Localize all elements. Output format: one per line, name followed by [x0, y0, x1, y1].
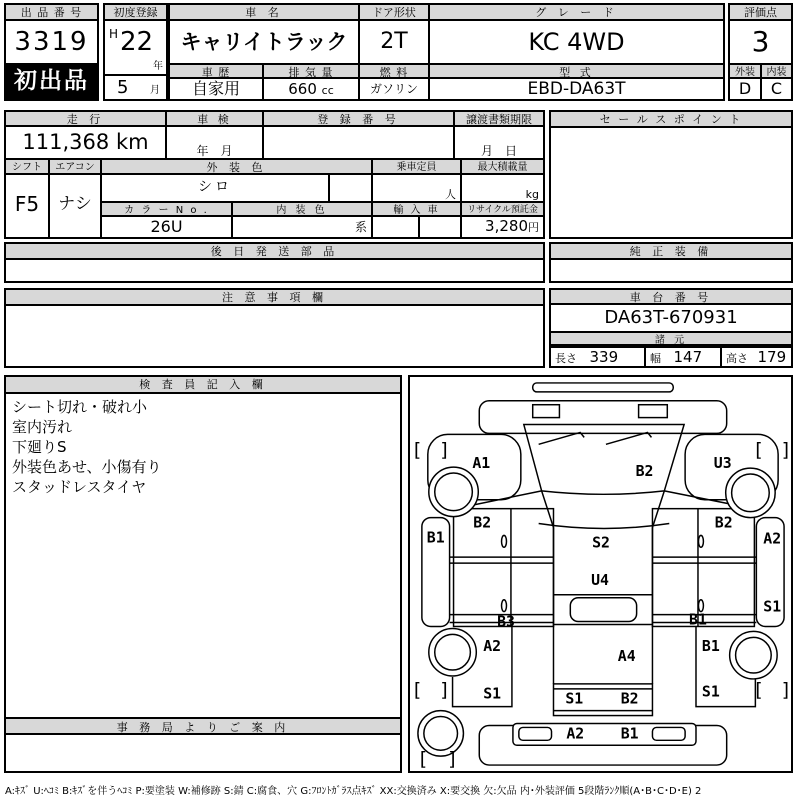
recycle-deposit-value: [460, 217, 543, 237]
damage-marker: A2: [566, 725, 585, 743]
color-number-value: 26U: [100, 217, 231, 237]
ac-value: ナシ: [48, 175, 100, 237]
length-value: 339: [589, 348, 619, 366]
right-door-handle: [698, 535, 703, 547]
corner-bracket: [: [752, 679, 765, 701]
corner-bracket: ]: [780, 679, 791, 701]
note-line: スタッドレスタイヤ: [12, 478, 147, 496]
damage-marker: A1: [472, 455, 491, 473]
width-label: 幅: [650, 352, 661, 365]
rear-right-tire: [730, 631, 778, 679]
office-header: 事 務 局 よ り ご 案 内: [6, 717, 400, 735]
corner-bracket: ]: [438, 440, 451, 462]
exterior-color-value: シロ: [100, 175, 328, 201]
corner-bracket: ]: [438, 679, 451, 701]
interior-grade-label: 内装: [760, 63, 791, 79]
corner-bracket: [: [752, 440, 765, 462]
shift-label: シフト: [6, 158, 48, 175]
first-registration-box: [103, 3, 168, 101]
inspector-box: [4, 375, 402, 773]
first-registration-label: 初度登録: [105, 5, 166, 21]
lot-number-label: 出 品 番 号: [6, 5, 97, 21]
damage-marker: S1: [763, 598, 782, 616]
damage-marker: U4: [591, 571, 609, 589]
registration-info-box: [4, 110, 545, 239]
displacement-value: [262, 79, 358, 99]
damage-marker: B2: [635, 462, 654, 480]
damage-marker: B2: [620, 690, 639, 708]
registration-number-value: [262, 127, 453, 158]
cowl-curve: [539, 524, 670, 529]
cowl-sides: [542, 491, 665, 528]
length-cell: [551, 346, 644, 366]
corner-bracket: ]: [446, 749, 459, 771]
recycle-fee: 3,280: [485, 217, 528, 235]
capacity-label: 乗車定員: [371, 158, 460, 175]
damage-marker: B1: [620, 725, 639, 743]
vehicle-main-box: [168, 3, 725, 101]
interior-color-value: 系: [231, 217, 371, 237]
damage-marker: S1: [701, 683, 720, 701]
damage-marker: B1: [426, 529, 445, 547]
inspector-notes: [6, 394, 400, 714]
rear-cab-window: [570, 598, 636, 622]
left-door-handle: [502, 535, 507, 547]
recycle-unit: 円: [528, 221, 539, 234]
interior-grade: C: [760, 79, 791, 99]
windshield: [524, 425, 684, 495]
displacement-label: 排 気 量: [262, 63, 358, 79]
door-dividers: [511, 509, 698, 627]
inspector-header: 検 査 員 記 入 欄: [6, 377, 400, 394]
damage-marker: S1: [565, 690, 584, 708]
corner-bracket: [: [411, 679, 423, 701]
oem-equipment-box: [549, 242, 793, 283]
damage-marker: A2: [483, 638, 502, 656]
corner-bracket: [: [417, 749, 429, 771]
grade-value: KC 4WD: [428, 21, 723, 63]
model-code-label: 型 式: [428, 63, 723, 79]
shaken-value: 年 月: [165, 127, 262, 158]
bed-rail-lines-upper: [450, 557, 757, 563]
damage-marker: A2: [763, 530, 782, 548]
vehicle-diagram-box: [408, 375, 793, 773]
sales-point-label: セ ー ル ス ポ イ ン ト: [551, 112, 791, 128]
left-door-panel: [454, 509, 554, 627]
note-line: シート切れ・破れ小: [12, 398, 148, 416]
note-line: 外装色あせ、小傷有り: [12, 458, 162, 476]
chassis-number-label: 車 台 番 号: [551, 290, 791, 305]
score-value: 3: [751, 25, 770, 58]
score-box: [728, 3, 793, 101]
capacity-value: 人: [371, 175, 460, 201]
damage-marker: B1: [689, 611, 707, 629]
damage-marker: A4: [617, 648, 636, 666]
length-label: 長さ: [555, 352, 577, 365]
front-left-tire: [429, 467, 478, 516]
score-label: 評価点: [730, 5, 791, 21]
dimensions-label: 諸 元: [551, 331, 791, 346]
exterior-color-label: 外 装 色: [100, 158, 371, 175]
vehicle-name-label: 車 名: [170, 5, 358, 21]
cab-column-lines: [553, 595, 652, 625]
height-cell: [720, 346, 791, 366]
width-cell: [644, 346, 720, 366]
rear-left-tire: [429, 628, 477, 676]
later-parts-label: 後 日 発 送 部 品: [6, 244, 543, 260]
displacement-number: 660: [288, 80, 317, 98]
oem-equipment-label: 純 正 装 備: [551, 244, 791, 260]
damage-marker: U3: [713, 455, 732, 473]
mileage-label: 走 行: [6, 112, 165, 127]
chassis-number: DA63T-670931: [604, 307, 738, 328]
transfer-deadline-label: 譲渡書類期限: [453, 112, 543, 127]
front-right-tire: [726, 468, 775, 517]
front-bumper-top: [533, 383, 674, 392]
exterior-color-sub-cell: [328, 175, 371, 201]
history-label: 車 歴: [170, 63, 262, 79]
damage-marker: B2: [473, 514, 492, 532]
damage-marker: B3: [497, 613, 515, 631]
shaken-label: 車 検: [165, 112, 262, 127]
sales-point-box: [549, 110, 793, 239]
ac-label: エアコン: [48, 158, 100, 175]
lot-number: 3319: [14, 27, 89, 57]
mileage-value: 111,368 km: [22, 130, 149, 154]
damage-legend: A:ｷｽﾞ U:ﾍｺﾐ B:ｷｽﾞを伴うﾍｺﾐ P:要塗装 W:補修跡 S:錆 C:腐食、穴 G:ﾌﾛﾝﾄｶﾞﾗｽ点ｷｽﾞ XX:交換済み X:要交換 欠:欠品 内･外装評価 5段階ﾗﾝｸ順(A･B･C･D･E) 2: [5, 786, 702, 797]
chassis-box: [549, 288, 793, 368]
era-letter: H: [109, 27, 119, 41]
year-unit: 年: [153, 61, 163, 72]
model-code: EBD-DA63T: [428, 79, 723, 99]
month-value: 5: [117, 77, 129, 98]
right-bed-latch: [698, 600, 703, 612]
left-headlight: [533, 405, 560, 418]
note-line: 下廻りS: [12, 438, 67, 456]
door-shape-label: ドア形状: [358, 5, 428, 21]
payload-label: 最大積載量: [460, 158, 543, 175]
vehicle-name: キャリイトラック: [180, 30, 348, 54]
recycle-deposit-label: リサイクル預託金: [460, 201, 543, 217]
damage-marker: S1: [483, 685, 502, 703]
corner-bracket: [: [411, 440, 423, 462]
caution-box: [4, 288, 545, 368]
lot-number-box: [4, 3, 99, 101]
first-registration-month: [105, 76, 166, 99]
transfer-deadline-value: 月 日: [453, 127, 543, 158]
damage-marker: B2: [714, 514, 733, 532]
exterior-grade-label: 外装: [730, 63, 760, 79]
fuel-value: ガソリン: [358, 79, 428, 99]
payload-value: kg: [460, 175, 543, 201]
front-panel: [479, 401, 726, 434]
left-wiper: [539, 432, 585, 444]
month-unit: 月: [150, 85, 160, 96]
grade-label: グ レ ー ド: [428, 5, 723, 21]
later-parts-box: [4, 242, 545, 283]
height-value: 179: [757, 348, 787, 366]
import-car-cell-1: [371, 217, 418, 237]
right-headlight: [639, 405, 668, 418]
history-value: 自家用: [191, 79, 240, 98]
fuel-label: 燃 料: [358, 63, 428, 79]
note-line: 室内汚れ: [12, 418, 73, 436]
color-number-label: カ ラ ー N o .: [100, 201, 231, 217]
damage-marker: B1: [701, 638, 720, 656]
interior-color-label: 内 装 色: [231, 201, 371, 217]
caution-label: 注 意 事 項 欄: [6, 290, 543, 306]
corner-bracket: ]: [780, 440, 791, 462]
width-value: 147: [673, 348, 703, 366]
shift-value: F5: [14, 192, 40, 216]
import-car-label: 輸 入 車: [371, 201, 460, 217]
registration-number-label: 登 録 番 号: [262, 112, 453, 127]
first-listing-badge: 初出品: [6, 63, 97, 99]
right-wiper: [606, 432, 652, 444]
first-registration-year: [105, 21, 166, 76]
left-bed-latch: [502, 600, 507, 612]
displacement-unit: cc: [321, 84, 334, 97]
import-car-cell-2: [418, 217, 460, 237]
door-shape-value: 2T: [358, 21, 428, 63]
exterior-grade: D: [738, 79, 752, 98]
era-year: 22: [120, 27, 154, 57]
height-label: 高さ: [726, 352, 748, 365]
vehicle-diagram-svg: [410, 377, 791, 771]
damage-marker: S2: [592, 534, 610, 552]
